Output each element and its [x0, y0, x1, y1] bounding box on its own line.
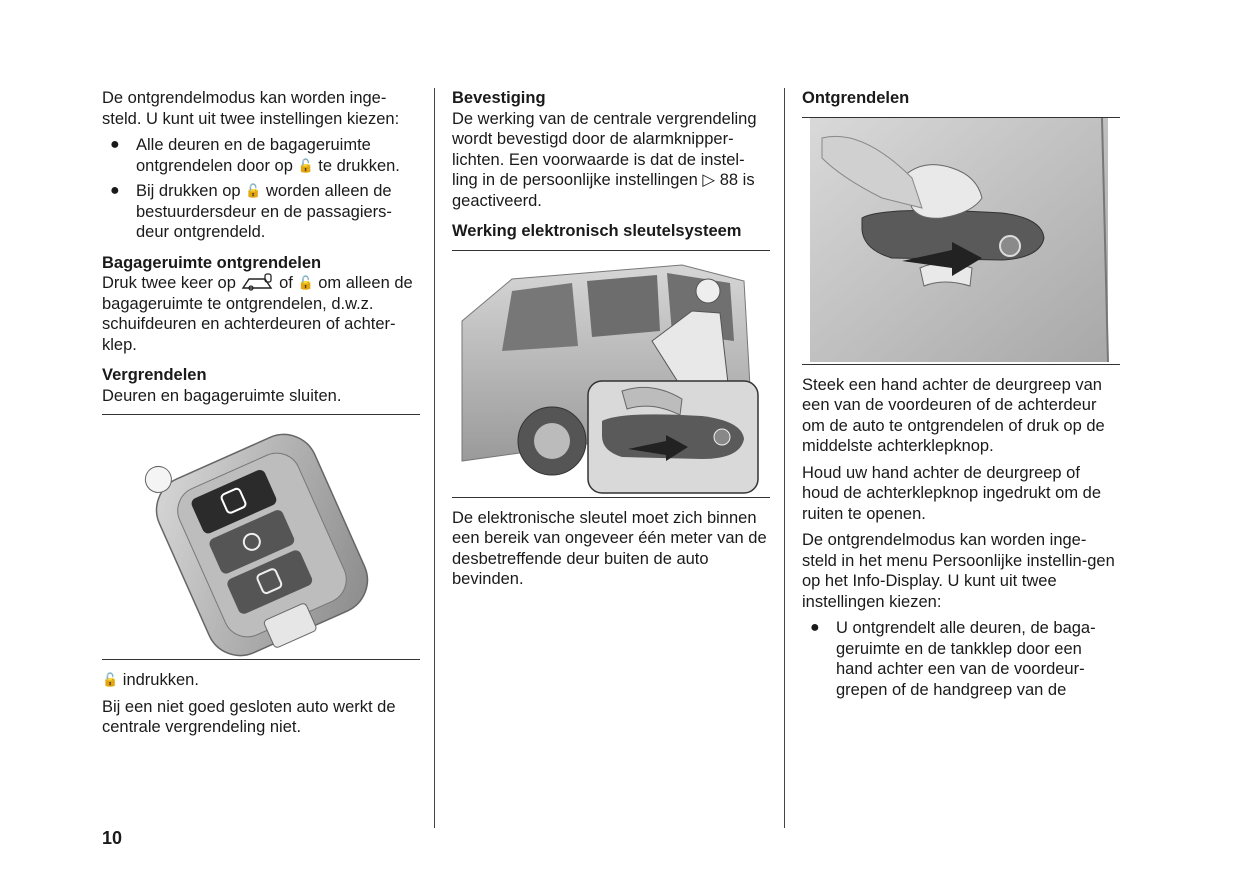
bagage-text: Druk twee keer op of 🔓 om alleen de bagageruimte te ontgrendelen, d.w.z. schuifdeuren en achterdeuren of achter-klep. [102, 274, 413, 354]
heading-vergrendelen: Vergrendelen [102, 366, 207, 384]
column-divider-2 [784, 88, 785, 828]
key-fob-illustration [102, 414, 420, 660]
ontgrendelen-text-3: De ontgrendelmodus kan worden inge-steld in het menu Persoonlijke instellin-gen op het Info-Display. U kunt uit twee instellingen kiezen: [802, 531, 1115, 611]
note-text: Bij een niet goed gesloten auto werkt de centrale vergrendeling niet. [102, 697, 396, 736]
column-1 [102, 88, 420, 744]
column-divider-1 [434, 88, 435, 828]
car-door-illustration [452, 250, 770, 498]
unlock-icon: 🔓 [245, 183, 262, 198]
door-handle-illustration [802, 117, 1120, 365]
unlock-options-list [102, 135, 420, 243]
intro-text: De ontgrendelmodus kan worden inge-steld. U kunt uit twee instellingen kiezen: [102, 89, 400, 128]
werking-text: De elektronische sleutel moet zich binnen een bereik van ongeveer één meter van de desbetreffende deur buiten de auto bevinden. [452, 508, 767, 588]
reference-arrow-icon: ▷ [702, 171, 716, 189]
list-item: ● Bij drukken op 🔓 worden alleen de bestuurdersdeur en de passagiers-deur ontgrendeld. [110, 182, 392, 241]
tailgate-key-icon [241, 273, 275, 291]
unlock-icon: 🔓 [102, 672, 119, 687]
heading-bevestiging: Bevestiging [452, 89, 546, 107]
list-item: ● Alle deuren en de bagageruimte ontgrendelen door op 🔓 te drukken. [110, 136, 400, 175]
indrukken-text: 🔓 indrukken. [102, 671, 199, 689]
vergrendelen-text: Deuren en bagageruimte sluiten. [102, 386, 342, 405]
heading-werking: Werking elektronisch sleutelsysteem [452, 222, 742, 240]
ontgrendelen-options-list [802, 618, 1120, 700]
ontgrendelen-text-1: Steek een hand achter de deurgreep van een van de voordeuren of de achterdeur om de auto te ontgrendelen of druk op de middelste achterklepknop. [802, 375, 1105, 455]
unlock-icon: 🔓 [297, 157, 314, 173]
list-item: ● U ontgrendelt alle deuren, de baga-geruimte en de tankklep door een hand achter een van de voordeur-grepen of de handgreep van de [810, 619, 1096, 699]
column-2 [452, 88, 770, 596]
bevestiging-text: De werking van de centrale vergrendeling wordt bevestigd door de alarmknipper-lichten. Een voorwaarde is dat de instel-ling in de persoonlijke instellingen ▷ 88 is geactiveerd. [452, 109, 757, 210]
ontgrendelen-text-2: Houd uw hand achter de deurgreep of houd de achterklepknop ingedrukt om de ruiten te openen. [802, 463, 1102, 523]
page-number: 10 [102, 828, 123, 848]
column-3 [802, 88, 1120, 705]
heading-ontgrendelen: Ontgrendelen [802, 89, 910, 107]
heading-bagage: Bagageruimte ontgrendelen [102, 253, 322, 272]
unlock-icon: 🔓 [297, 275, 314, 290]
